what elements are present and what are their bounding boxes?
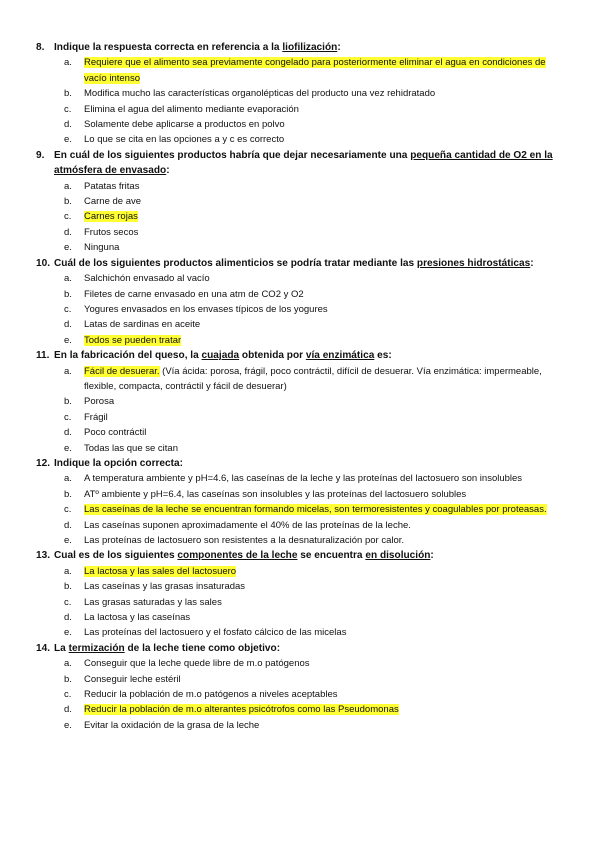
option-letter: a. bbox=[64, 57, 72, 69]
answer-option bbox=[36, 132, 566, 147]
question-text bbox=[54, 148, 566, 179]
option-letter: c. bbox=[64, 504, 72, 516]
answer-option bbox=[36, 533, 566, 548]
question-text-segment: : bbox=[530, 257, 534, 269]
question-heading bbox=[36, 456, 566, 471]
question-heading bbox=[36, 548, 566, 563]
question-text bbox=[54, 40, 566, 55]
option-text bbox=[84, 625, 566, 640]
option-letter: d. bbox=[64, 119, 72, 131]
option-text bbox=[84, 595, 566, 610]
option-text bbox=[84, 209, 566, 224]
question-number: 13. bbox=[36, 550, 51, 562]
option-letter: e. bbox=[64, 442, 72, 454]
question-text-segment: : bbox=[337, 42, 341, 53]
option-text-segment: Ninguna bbox=[84, 242, 120, 254]
question-key-term: cuajada bbox=[201, 350, 240, 362]
option-letter: e. bbox=[64, 535, 72, 546]
option-text bbox=[84, 579, 566, 594]
option-text bbox=[84, 287, 566, 302]
option-text bbox=[84, 394, 566, 409]
option-text-segment: Evitar la oxidación de la grasa de la leche bbox=[84, 719, 260, 731]
option-text-segment: Carne de ave bbox=[84, 196, 142, 208]
option-text bbox=[84, 364, 566, 395]
option-letter: c. bbox=[64, 211, 72, 223]
question-text-segment: de la leche tiene como objetivo: bbox=[124, 642, 281, 654]
option-text bbox=[84, 194, 566, 209]
option-text bbox=[84, 533, 566, 548]
answer-option bbox=[36, 179, 566, 194]
highlighted-answer-text: Fácil de desuerar. bbox=[84, 365, 160, 377]
option-text bbox=[84, 672, 566, 687]
option-text bbox=[84, 86, 566, 101]
answer-option bbox=[36, 425, 566, 440]
option-text bbox=[84, 317, 566, 332]
option-letter: c. bbox=[64, 689, 72, 701]
option-text bbox=[84, 702, 566, 717]
question-text-segment: Cuál de los siguientes productos alimenticios se podría tratar mediante las bbox=[54, 257, 417, 269]
option-letter: b. bbox=[64, 581, 72, 593]
question-text-segment: Cual es de los siguientes bbox=[54, 550, 178, 562]
answer-option bbox=[36, 117, 566, 132]
option-text-segment: Lo que se cita en las opciones a y c es correcto bbox=[84, 134, 285, 146]
answer-option bbox=[36, 610, 566, 625]
question-text bbox=[54, 641, 566, 656]
answer-option bbox=[36, 579, 566, 594]
option-letter: a. bbox=[64, 273, 72, 285]
option-letter: c. bbox=[64, 411, 72, 423]
question-text-segment: se encuentra bbox=[297, 550, 366, 562]
option-letter: a. bbox=[64, 658, 72, 670]
highlighted-answer-text: Las caseínas de la leche se encuentran formando micelas, son termoresistentes y coagulables por proteasas. bbox=[84, 504, 547, 516]
answer-option bbox=[36, 271, 566, 286]
option-letter: d. bbox=[64, 226, 72, 238]
option-text-segment: Las grasas saturadas y las sales bbox=[84, 596, 222, 608]
highlighted-answer-text: Todos se pueden tratar bbox=[84, 334, 182, 346]
question-list bbox=[36, 40, 566, 733]
answer-option bbox=[36, 672, 566, 687]
option-letter: c. bbox=[64, 596, 72, 608]
option-letter: a. bbox=[64, 565, 72, 577]
question-key-term: termización bbox=[68, 642, 125, 654]
question-number: 11. bbox=[36, 350, 50, 362]
answer-option-correct bbox=[36, 502, 566, 517]
option-letter: d. bbox=[64, 427, 72, 439]
option-text-segment: Conseguir leche estéril bbox=[84, 673, 181, 685]
option-text bbox=[84, 333, 566, 348]
answer-option bbox=[36, 240, 566, 255]
question-text-segment: Indique la opción correcta bbox=[54, 457, 180, 469]
option-text-segment: Yogures envasados en los envases típicos de los yogures bbox=[84, 303, 328, 315]
highlighted-answer-text: La lactosa y las sales del lactosuero bbox=[84, 565, 237, 577]
option-letter: e. bbox=[64, 719, 72, 731]
question-key-term: liofilización bbox=[282, 42, 338, 53]
option-text-segment: Conseguir que la leche quede libre de m.o patógenos bbox=[84, 658, 310, 670]
option-letter: e. bbox=[64, 627, 72, 639]
highlighted-answer-text: Requiere que el alimento sea previamente congelado para posteriormente eliminar el agua en condiciones de vacío intenso bbox=[84, 57, 546, 84]
question-number: 12. bbox=[36, 457, 51, 469]
option-text bbox=[84, 179, 566, 194]
option-text bbox=[84, 55, 566, 86]
question-text-segment: obtenida por bbox=[239, 350, 306, 362]
question-number: 9. bbox=[36, 149, 45, 161]
question-number: 8. bbox=[36, 42, 45, 53]
option-text bbox=[84, 425, 566, 440]
option-text bbox=[84, 487, 566, 502]
question-text-segment: : bbox=[166, 165, 170, 177]
option-letter: b. bbox=[64, 288, 72, 300]
answer-option bbox=[36, 394, 566, 409]
option-text bbox=[84, 225, 566, 240]
question-heading bbox=[36, 348, 566, 363]
answer-option bbox=[36, 471, 566, 486]
option-letter: b. bbox=[64, 673, 72, 685]
option-text-segment: Elimina el agua del alimento mediante evaporación bbox=[84, 103, 299, 115]
answer-option bbox=[36, 518, 566, 533]
answer-option bbox=[36, 487, 566, 502]
question-key-term: vía enzimática bbox=[305, 350, 375, 362]
option-text bbox=[84, 471, 566, 486]
option-text bbox=[84, 718, 566, 733]
option-text-segment: Modifica mucho las características organolépticas del producto una vez rehidratado bbox=[84, 88, 436, 100]
highlighted-answer-text: Carnes rojas bbox=[84, 211, 138, 223]
option-letter: d. bbox=[64, 704, 72, 716]
option-letter: b. bbox=[64, 396, 72, 408]
answer-option bbox=[36, 287, 566, 302]
option-letter: a. bbox=[64, 365, 72, 377]
answer-option bbox=[36, 687, 566, 702]
question-number: 14. bbox=[36, 642, 51, 654]
answer-option-correct bbox=[36, 564, 566, 579]
answer-option-correct bbox=[36, 702, 566, 717]
option-text-segment: Frágil bbox=[84, 411, 108, 423]
answer-option-correct bbox=[36, 333, 566, 348]
question-text-segment: : bbox=[430, 550, 434, 562]
option-letter: b. bbox=[64, 88, 72, 100]
option-text-segment: Poco contráctil bbox=[84, 427, 147, 439]
highlighted-answer-text: Reducir la población de m.o alterantes psicótrofos como las Pseudomonas bbox=[84, 704, 399, 716]
question-text-segment: Indique la respuesta correcta en referencia a la bbox=[54, 42, 283, 53]
question-text bbox=[54, 548, 566, 563]
option-text-segment: Reducir la población de m.o patógenos a niveles aceptables bbox=[84, 689, 338, 701]
option-text-segment: Las caseínas y las grasas insaturadas bbox=[84, 581, 246, 593]
option-text-segment: Porosa bbox=[84, 396, 115, 408]
question-text-segment: es: bbox=[374, 350, 392, 362]
option-text-segment: Todas las que se citan bbox=[84, 442, 179, 454]
option-text bbox=[84, 564, 566, 579]
answer-option-correct bbox=[36, 209, 566, 224]
option-letter: d. bbox=[64, 612, 72, 624]
question-key-term: componentes de la leche bbox=[177, 550, 298, 562]
answer-option bbox=[36, 317, 566, 332]
answer-option bbox=[36, 625, 566, 640]
question-heading bbox=[36, 641, 566, 656]
option-letter: c. bbox=[64, 303, 72, 315]
option-text-segment: Las proteínas de lactosuero son resistentes a la desnaturalización por calor. bbox=[84, 535, 405, 546]
option-text bbox=[84, 518, 566, 533]
option-text bbox=[84, 687, 566, 702]
option-text bbox=[84, 441, 566, 456]
option-letter: e. bbox=[64, 134, 72, 146]
option-text bbox=[84, 502, 566, 517]
question-text-segment: : bbox=[179, 457, 184, 469]
option-text bbox=[84, 102, 566, 117]
option-text bbox=[84, 132, 566, 147]
question-text bbox=[54, 256, 566, 271]
question-key-term: presiones hidrostáticas bbox=[416, 257, 531, 269]
option-text bbox=[84, 302, 566, 317]
answer-option bbox=[36, 302, 566, 317]
option-text-segment: Patatas fritas bbox=[84, 180, 140, 192]
answer-option bbox=[36, 595, 566, 610]
answer-option bbox=[36, 225, 566, 240]
answer-option bbox=[36, 441, 566, 456]
question-key-term: pequeña cantidad de O2 en la atmósfera de envasado bbox=[54, 149, 553, 177]
question-text bbox=[54, 348, 566, 363]
option-letter: a. bbox=[64, 473, 72, 485]
option-text-segment: Las proteínas del lactosuero y el fosfato cálcico de las micelas bbox=[84, 627, 347, 639]
option-letter: e. bbox=[64, 334, 72, 346]
answer-option bbox=[36, 194, 566, 209]
option-text-segment: ATº ambiente y pH=6.4, las caseínas son insolubles y las proteínas del lactosuero solubles bbox=[84, 488, 467, 500]
question-key-term: en disolución bbox=[365, 550, 431, 562]
option-text bbox=[84, 410, 566, 425]
question-text bbox=[54, 456, 566, 471]
answer-option bbox=[36, 410, 566, 425]
option-letter: a. bbox=[64, 180, 72, 192]
option-text-segment: Solamente debe aplicarse a productos en polvo bbox=[84, 119, 285, 131]
option-text bbox=[84, 271, 566, 286]
option-letter: c. bbox=[64, 103, 72, 115]
option-letter: d. bbox=[64, 519, 72, 531]
option-text-segment: Latas de sardinas en aceite bbox=[84, 319, 201, 331]
option-text bbox=[84, 240, 566, 255]
option-text bbox=[84, 656, 566, 671]
question-heading bbox=[36, 256, 566, 271]
option-text-segment: Salchichón envasado al vacío bbox=[84, 273, 210, 285]
question-heading bbox=[36, 148, 566, 179]
answer-option bbox=[36, 86, 566, 101]
option-text-segment: Las caseínas suponen aproximadamente el 40% de las proteínas de la leche. bbox=[84, 519, 411, 531]
answer-option bbox=[36, 102, 566, 117]
question-number: 10. bbox=[36, 257, 51, 269]
question-heading bbox=[36, 40, 566, 55]
option-text-segment: Frutos secos bbox=[84, 226, 139, 238]
question-text-segment: En la fabricación del queso, la bbox=[54, 350, 202, 362]
question-text-segment: La bbox=[54, 642, 69, 654]
option-letter: b. bbox=[64, 196, 72, 208]
option-text-segment: (Vía ácida: porosa, frágil, poco contráctil, difícil de desuerar. Vía enzimática: impermeable, flexible, compacta, contráctil y fácil de desuerar) bbox=[84, 365, 542, 392]
option-letter: e. bbox=[64, 242, 72, 254]
answer-option bbox=[36, 656, 566, 671]
option-text bbox=[84, 610, 566, 625]
question-text-segment: En cuál de los siguientes productos habría que dejar necesariamente una bbox=[54, 149, 411, 161]
option-text bbox=[84, 117, 566, 132]
answer-option bbox=[36, 718, 566, 733]
option-letter: d. bbox=[64, 319, 72, 331]
option-text-segment: A temperatura ambiente y pH=4.6, las caseínas de la leche y las proteínas del lactosuero son insolubles bbox=[84, 473, 523, 485]
answer-option-correct bbox=[36, 55, 566, 86]
option-text-segment: La lactosa y las caseínas bbox=[84, 612, 191, 624]
option-text-segment: Filetes de carne envasado en una atm de CO2 y O2 bbox=[84, 288, 304, 300]
answer-option-correct bbox=[36, 364, 566, 395]
option-letter: b. bbox=[64, 488, 72, 500]
